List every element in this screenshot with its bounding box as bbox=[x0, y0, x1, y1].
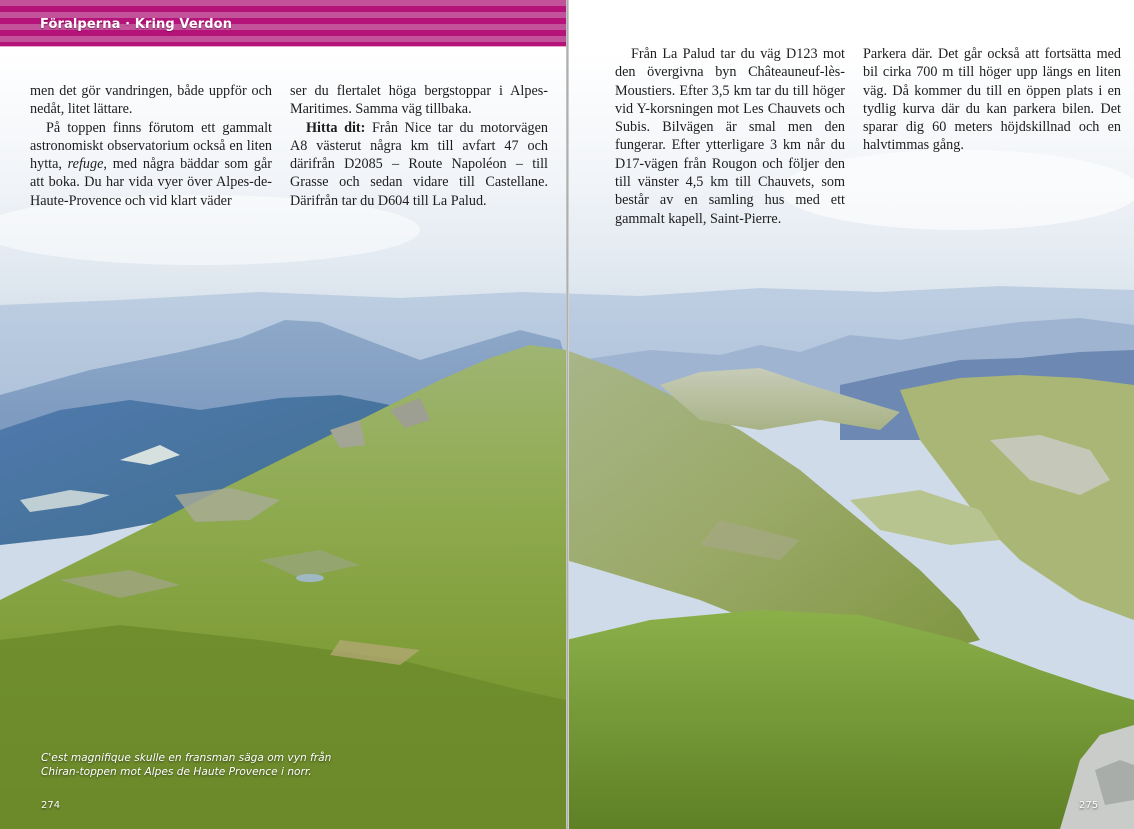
text-run: På toppen finns förutom ett gammalt astronomiskt observatorium också en liten hytta, bbox=[30, 119, 272, 173]
paragraph bbox=[30, 119, 272, 210]
italic-term: refuge bbox=[67, 156, 104, 173]
paragraph bbox=[290, 119, 548, 210]
chapter-header-band bbox=[0, 0, 566, 47]
paragraph: Parkera där. Det går också att fortsätta med bil cirka 700 m till höger upp längs en liten väg. Då kommer du till en öppen plats i en tydlig kurva där du kan parkera bilen. Det sparar dig 60 meters höjdskillnad och en halvtimmas gång. bbox=[863, 46, 1121, 154]
paragraph: ser du flertalet höga bergstoppar i Alpes-Maritimes. Samma väg tillbaka. bbox=[290, 83, 548, 118]
left-page-column-1 bbox=[30, 82, 272, 210]
page-number-right: 275 bbox=[1079, 800, 1099, 811]
paragraph: Från La Palud tar du väg D123 mot den övergivna byn Châteauneuf-lès-Moustiers. Efter 3,5 km tar du till höger vid Y-korsningen mot Les Chauvets och Subis. Bilvägen är smal men den fungerar. Efter ytterligare 3 km når du D17-vägen från Rougon och följer den till vänster 4,5 km till Chauvets, som består av en samling hus med ett gammalt kapell, Saint-Pierre. bbox=[615, 46, 845, 227]
directions-heading: Hitta dit: bbox=[306, 119, 366, 136]
text-run: , med några bäddar som går att boka. Du har vida vyer över Alpes-de-Haute-Provence och vid klart väder bbox=[30, 156, 272, 209]
book-spine bbox=[566, 0, 569, 829]
page-number-left: 274 bbox=[41, 800, 61, 811]
left-page-column-2 bbox=[290, 82, 548, 210]
chapter-title: Föralperna · Kring Verdon bbox=[40, 17, 233, 32]
text-run: Från Nice tar du motorvägen A8 västerut några km till avfart 47 och därifrån D2085 – Route Napoléon – till Grasse och sedan vidare till Castellane. Därifrån tar du D604 till La Palud. bbox=[290, 119, 548, 209]
right-page-column-2 bbox=[863, 45, 1121, 155]
paragraph: men det gör vandringen, både uppför och nedåt, litet lättare. bbox=[30, 83, 272, 118]
right-page-column-1 bbox=[615, 45, 845, 228]
photo-caption: C'est magnifique skulle en fransman säga om vyn från Chiran-toppen mot Alpes de Haute Provence i norr. bbox=[41, 752, 332, 778]
